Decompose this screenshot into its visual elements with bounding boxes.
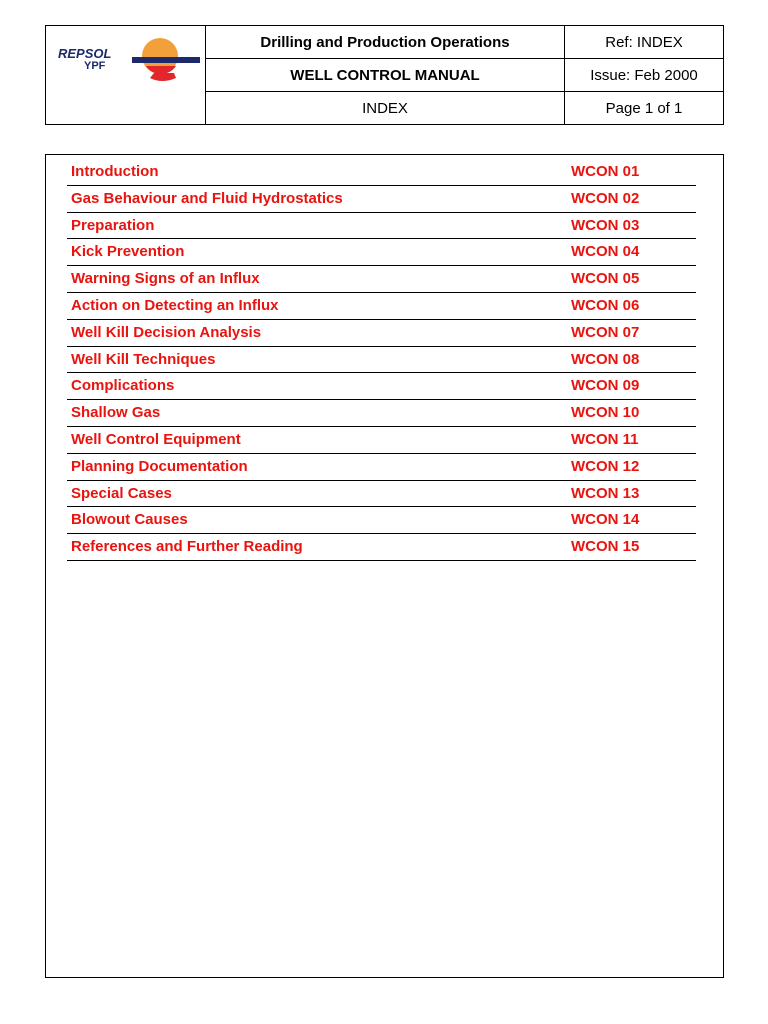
logo-text-ypf: YPF	[84, 60, 106, 72]
toc-title[interactable]: Well Control Equipment	[71, 430, 241, 448]
toc-code[interactable]: WCON 15	[571, 538, 640, 556]
toc-title[interactable]: Preparation	[71, 216, 155, 234]
header-meta-column	[565, 26, 723, 124]
toc-title[interactable]: Kick Prevention	[71, 243, 185, 261]
toc-code[interactable]: WCON 10	[571, 404, 640, 422]
manual-title: WELL CONTROL MANUAL	[206, 59, 564, 92]
ref-label: Ref: INDEX	[565, 26, 723, 59]
repsol-ypf-logo	[54, 36, 200, 86]
toc-code[interactable]: WCON 11	[571, 430, 639, 448]
toc-title[interactable]: Well Kill Techniques	[71, 350, 216, 368]
toc-code[interactable]: WCON 08	[571, 350, 640, 368]
toc-title[interactable]: Action on Detecting an Influx	[71, 296, 279, 314]
toc-title[interactable]: References and Further Reading	[71, 538, 303, 556]
toc-code[interactable]: WCON 09	[571, 377, 640, 395]
toc-code[interactable]: WCON 07	[571, 323, 640, 341]
toc-row[interactable]	[67, 400, 696, 427]
toc-title[interactable]: Well Kill Decision Analysis	[71, 323, 262, 341]
toc-row[interactable]	[67, 347, 696, 374]
toc-row[interactable]	[67, 534, 696, 561]
toc-code[interactable]: WCON 05	[571, 270, 640, 288]
toc-row[interactable]	[67, 427, 696, 454]
logo-cell	[46, 26, 206, 124]
toc-title[interactable]: Planning Documentation	[71, 457, 248, 475]
document-header	[45, 25, 724, 125]
page-number: Page 1 of 1	[605, 99, 683, 117]
toc-row[interactable]	[67, 213, 696, 240]
toc-code[interactable]: WCON 12	[571, 457, 640, 475]
toc-code[interactable]: WCON 13	[571, 484, 640, 502]
toc-code[interactable]: WCON 06	[571, 296, 640, 314]
toc-title[interactable]: Special Cases	[71, 484, 172, 502]
toc-title[interactable]: Introduction	[71, 163, 159, 180]
toc-row[interactable]	[67, 481, 696, 508]
index-content-frame	[45, 154, 724, 978]
toc-code[interactable]: WCON 04	[571, 243, 640, 261]
toc-row[interactable]	[67, 186, 696, 213]
toc-code[interactable]: WCON 02	[571, 189, 640, 207]
toc-code[interactable]: WCON 14	[571, 511, 640, 529]
department-title: Drilling and Production Operations	[206, 26, 564, 59]
toc-title[interactable]: Gas Behaviour and Fluid Hydrostatics	[71, 189, 343, 207]
table-of-contents	[67, 159, 696, 561]
toc-title[interactable]: Blowout Causes	[71, 511, 188, 529]
toc-code[interactable]: WCON 03	[571, 216, 640, 234]
toc-code[interactable]: WCON 01	[571, 163, 640, 180]
toc-title[interactable]: Warning Signs of an Influx	[71, 270, 260, 288]
toc-row[interactable]	[67, 507, 696, 534]
toc-row[interactable]	[67, 454, 696, 481]
toc-row[interactable]	[67, 159, 696, 186]
toc-row[interactable]	[67, 266, 696, 293]
header-title-column	[206, 26, 565, 124]
issue-label: Issue: Feb 2000	[565, 59, 723, 92]
section-title: INDEX	[362, 99, 408, 117]
toc-title[interactable]: Shallow Gas	[71, 404, 161, 422]
toc-row[interactable]	[67, 373, 696, 400]
toc-row[interactable]	[67, 293, 696, 320]
toc-row[interactable]	[67, 239, 696, 266]
toc-title[interactable]: Complications	[71, 377, 175, 395]
toc-row[interactable]	[67, 320, 696, 347]
logo-text-repsol: REPSOL	[58, 46, 112, 61]
